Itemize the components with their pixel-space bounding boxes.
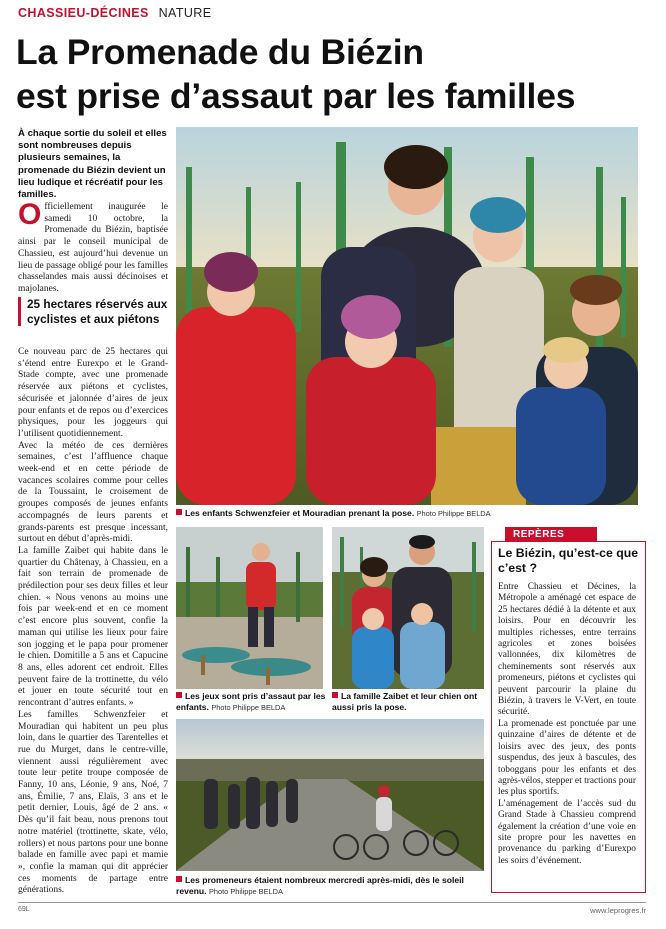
- intro-text: fficiellement inaugurée le samedi 10 octobre, la Promenade du Biézin, baptisée ainsi par le conseil municipal de Chassieu, est aujourd’hui devenue un lieu de passage obligé pour les familles chasselandes mais aussi décinoises et majolanes.: [18, 202, 168, 294]
- caption-marker: [176, 692, 182, 698]
- article-body: [18, 347, 168, 897]
- kicker-section: NATURE: [158, 6, 212, 20]
- caption-family: [332, 691, 486, 712]
- page-edition: 69L: [18, 906, 30, 913]
- caption-main-photo: [176, 508, 516, 520]
- article-lead: À chaque sortie du soleil et elles sont nombreuses depuis plusieurs semaines, la promenade du Biézin devient un lieu ludique et récréatif pour les familles.: [18, 128, 167, 201]
- reperes-paragraph: La promenade est ponctuée par une quinzaine d’aires de détente et de loisirs avec des jeux, des ponts suspendus, des jeux à bascules, des toboggans pour les enfants et des agrès-vélos, stepper et tractions pour les plus sportifs.: [498, 718, 636, 798]
- caption-walkers: [176, 875, 484, 897]
- caption-text: Les enfants Schwenzfeier et Mouradian prenant la pose.: [185, 508, 415, 518]
- photo-credit: Photo Philippe BELDA: [416, 509, 491, 518]
- reperes-body: [498, 582, 636, 867]
- headline-line-2: est prise d’assaut par les familles: [16, 76, 576, 116]
- photo-zaibet-family: [332, 527, 484, 689]
- photo-credit: Photo Philippe BELDA: [208, 886, 283, 896]
- caption-playground: [176, 691, 326, 713]
- caption-marker: [176, 509, 182, 515]
- body-paragraph: La famille Zaibet qui habite dans le quartier du Châtenay, à Chassieu, en a fait son terrain de promenade de prédilection pour ses deux filles et leur chien. « Nous venons au moins une fois par week-end et en ce moment c’est encore plus souvent, confie la maman qui utilise les lieux pour faire son jogging et le papa pour promener le chien. Domitille a 5 ans et Capucine 8 ans, elles adorent cet endroit. Elles peuvent faire de la trottinette, du vélo et jouer en toute sécurité tout en rencontrant d’autres enfants. »: [18, 545, 168, 709]
- reperes-paragraph: L’aménagement de l’accès sud du Grand Stade à Chassieu comprend également la création d’une voie en site propre pour les navettes en provenance du parking d’Eurexpo les soirs d’événement.: [498, 798, 636, 866]
- footer-rule: [18, 902, 646, 903]
- kicker-location: CHASSIEU-DÉCINES: [18, 6, 149, 20]
- article-headline: [16, 30, 656, 118]
- body-paragraph: Ce nouveau parc de 25 hectares qui s’étend entre Eurexpo et le Grand-Stade compte, avec une promenade réservée aux piétons et cyclistes, sécurisée et jalonnée d’aires de jeux pour enfants et de repos ou d’exercices physiques, pour les joggeurs qui l’utilisent quotidiennement.: [18, 347, 168, 439]
- body-paragraph: Avec la météo de ces dernières semaines, c’est l’affluence chaque week-end et en cette période de vacances scolaires comme pour celles de la Toussaint, le croisement de groupes composés de jeunes enfants accompagnés de leurs parents et grands-parents est presque incessant, surtout en début d’après-midi.: [18, 440, 168, 545]
- photo-children-posing: [176, 127, 638, 505]
- body-paragraph: Les familles Schwenzfeier et Mouradian qui habitent un peu plus loin, dans le quartier des Tarentelles et rue du Murget, dans le centre-ville, viennent aussi régulièrement avec toute leur petite troupe composée de Fanny, 10 ans, Léonie, 9 ans, Noé, 7 ans, Émilie, 7 ans, Elaïs, 3 ans et le petit dernier, Louis, âgé de 2 ans. « Dès qu’il fait beau, nous prenons tout notre matériel (trottinette, skate, vélo, rollers) et nous partons pour une bonne balade en famille avec papi et mamie », confie la maman qui dit apprécier ces moments de partage entre générations.: [18, 709, 168, 896]
- reperes-tab: REPÈRES: [505, 527, 597, 542]
- drop-cap: O: [18, 198, 42, 231]
- article-subhead: 25 hectares réservés aux cyclistes et aux piétons: [18, 297, 168, 326]
- caption-text: La famille Zaibet et leur chien ont aussi pris la pose.: [332, 691, 478, 712]
- section-kicker: [18, 6, 211, 20]
- reperes-title: Le Biézin, qu’est-ce que c’est ?: [498, 546, 639, 575]
- reperes-paragraph: Entre Chassieu et Décines, la Métropole a aménagé cet espace de 25 hectares dédié à la détente et aux loisirs. Pour en découvrir les multiples richesses, entre terrains agricoles et zones boisées vallonnées, dix kilomètres de cheminements sont réservés aux promeneurs, piétons et cyclistes qui peuvent parcourir la plaine du Biézin, à travers le V-Vert, en toute sécurité.: [498, 582, 636, 718]
- caption-marker: [332, 692, 338, 698]
- headline-line-1: La Promenade du Biézin: [16, 32, 424, 72]
- photo-credit: Photo Philippe BELDA: [211, 702, 286, 712]
- caption-text: Les jeux sont pris d’assaut par les enfants.: [176, 691, 326, 712]
- website-url: www.leprogres.fr: [590, 906, 646, 915]
- caption-marker: [176, 876, 182, 882]
- caption-text: Les promeneurs étaient nombreux mercredi après-midi, dès le soleil revenu.: [176, 875, 464, 896]
- article-intro: [18, 198, 168, 296]
- photo-walkers: [176, 719, 484, 871]
- photo-playground: [176, 527, 323, 689]
